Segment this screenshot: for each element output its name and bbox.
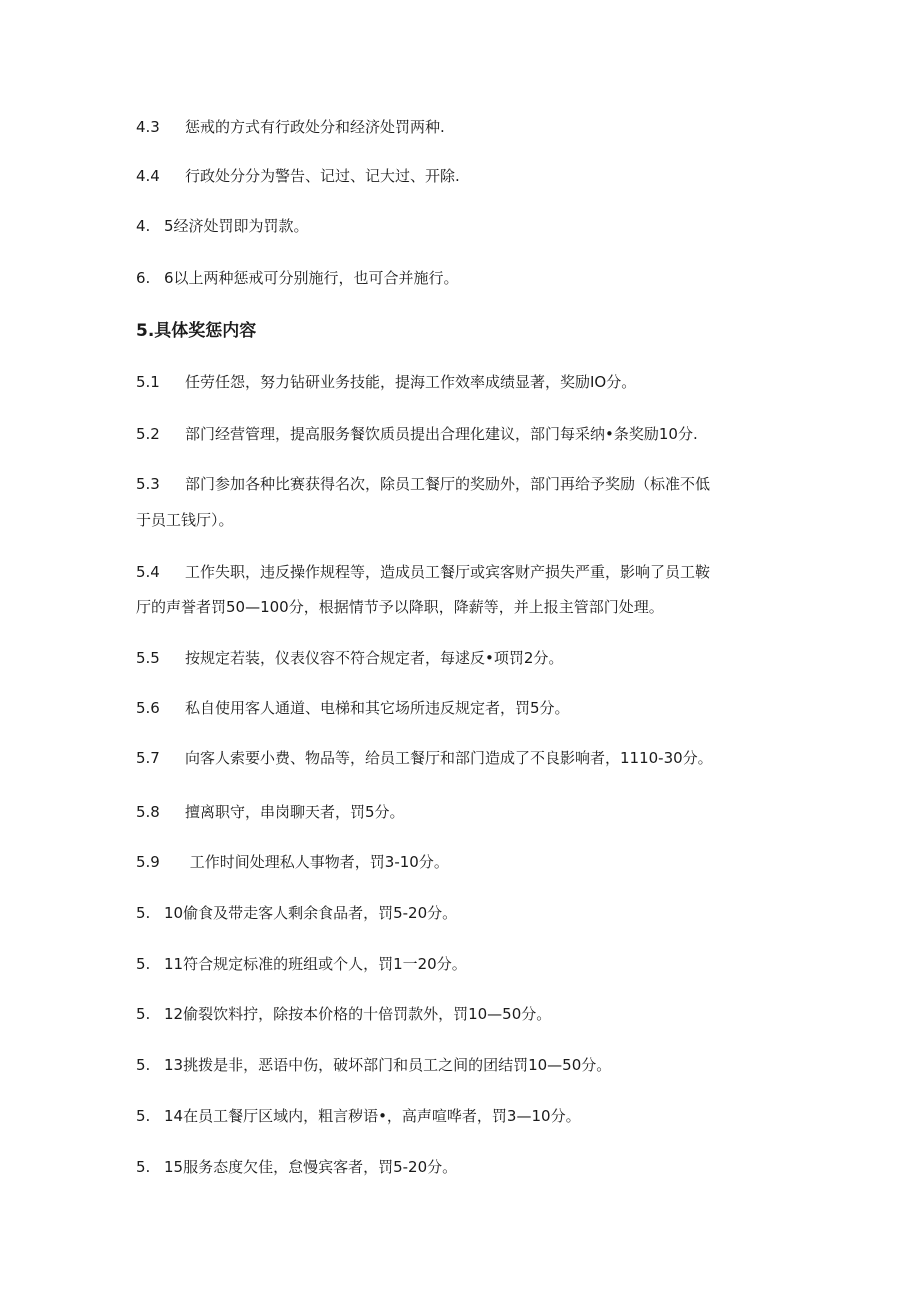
clause-5-13 (136, 1055, 796, 1075)
clause-number: 5.9 (136, 853, 160, 871)
clause-number: 5. (136, 1107, 151, 1125)
clause-number: 5. (136, 904, 151, 922)
clause-number: 5.4 (136, 563, 160, 581)
clause-text: 10偷食及带走客人剩余食品者，罚5-20分。 (164, 904, 458, 922)
clause-number: 4.3 (136, 118, 160, 136)
clause-text: 擅离职守，串岗聊天者，罚5分。 (185, 803, 405, 821)
clause-5-15 (136, 1157, 796, 1177)
clause-text: 部门参加各种比赛获得名次，除员工餐厅的奖励外，部门再给予奖励（标准不低 (185, 475, 711, 493)
clause-5-10 (136, 903, 796, 923)
clause-5-3 (136, 474, 796, 494)
clause-text: 13挑拨是非，恶语中伤，破坏部门和员工之间的团结罚10—50分。 (164, 1056, 612, 1074)
clause-text: 工作时间处理私人事物者，罚3-10分。 (185, 853, 449, 871)
clause-number: 6. (136, 269, 151, 287)
clause-number: 5.7 (136, 749, 160, 767)
clause-4-3 (136, 117, 796, 137)
clause-text: 11符合规定标准的班组或个人，罚1一20分。 (164, 955, 467, 973)
clause-5-5 (136, 648, 796, 668)
clause-5-4 (136, 562, 796, 582)
clause-5-11 (136, 954, 796, 974)
clause-number: 5. (136, 955, 151, 973)
clause-5-1 (136, 372, 796, 392)
clause-number: 5. (136, 1158, 151, 1176)
clause-number: 4. (136, 217, 151, 235)
clause-number: 5.5 (136, 649, 160, 667)
clause-4-5 (136, 216, 796, 236)
clause-text: 12偷裂饮料拧，除按本价格的十倍罚款外，罚10—50分。 (164, 1005, 552, 1023)
clause-text: 工作失职，违反操作规程等，造成员工餐厅或宾客财产损失严重，影响了员工鞍 (185, 563, 711, 581)
clause-5-6 (136, 698, 796, 718)
clause-text: 14在员工餐厅区域内，粗言秽语•，高声喧哗者，罚3—10分。 (164, 1107, 581, 1125)
clause-number: 5.6 (136, 699, 160, 717)
clause-text: 15服务态度欠佳，怠慢宾客者，罚5-20分。 (164, 1158, 458, 1176)
clause-5-8 (136, 802, 796, 822)
clause-5-12 (136, 1004, 796, 1024)
clause-5-2 (136, 424, 796, 444)
clause-number: 5.8 (136, 803, 160, 821)
clause-text: 5经济处罚即为罚款。 (164, 217, 309, 235)
clause-text: 向客人索要小费、物品等，给员工餐厅和部门造成了不良影响者，1110-30分。 (185, 749, 713, 767)
clause-number: 5.1 (136, 373, 160, 391)
clause-5-7 (136, 748, 796, 768)
clause-text: 任劳任怨，努力钻研业务技能，提海工作效率成绩显著，奖励IO分。 (185, 373, 637, 391)
clause-5-9 (136, 852, 796, 872)
clause-5-14 (136, 1106, 796, 1126)
clause-4-4 (136, 166, 796, 186)
clause-number: 5.2 (136, 425, 160, 443)
clause-text: 行政处分分为警告、记过、记大过、开除. (185, 167, 460, 185)
clause-text: 私自使用客人通道、电梯和其它场所违反规定者，罚5分。 (185, 699, 570, 717)
section-heading: 5.具体奖惩内容 (136, 321, 257, 341)
clause-5-3-continuation: 于员工钱厅）。 (136, 511, 234, 529)
clause-number: 5. (136, 1056, 151, 1074)
clause-number: 5.3 (136, 475, 160, 493)
clause-6-6 (136, 268, 796, 288)
clause-number: 4.4 (136, 167, 160, 185)
clause-text: 部门经营管理，提高服务餐饮质员提出合理化建议，部门每采纳•条奖励10分. (185, 425, 698, 443)
clause-text: 惩戒的方式有行政处分和经济处罚两种. (185, 118, 445, 136)
clause-5-4-continuation: 厅的声誉者罚50—100分，根据情节予以降职，降薪等，并上报主管部门处理。 (136, 598, 664, 616)
clause-text: 按规定若装，仪表仪容不符合规定者，每逑反•项罚2分。 (185, 649, 564, 667)
clause-text: 6以上两种惩戒可分别施行，也可合并施行。 (164, 269, 459, 287)
clause-number: 5. (136, 1005, 151, 1023)
